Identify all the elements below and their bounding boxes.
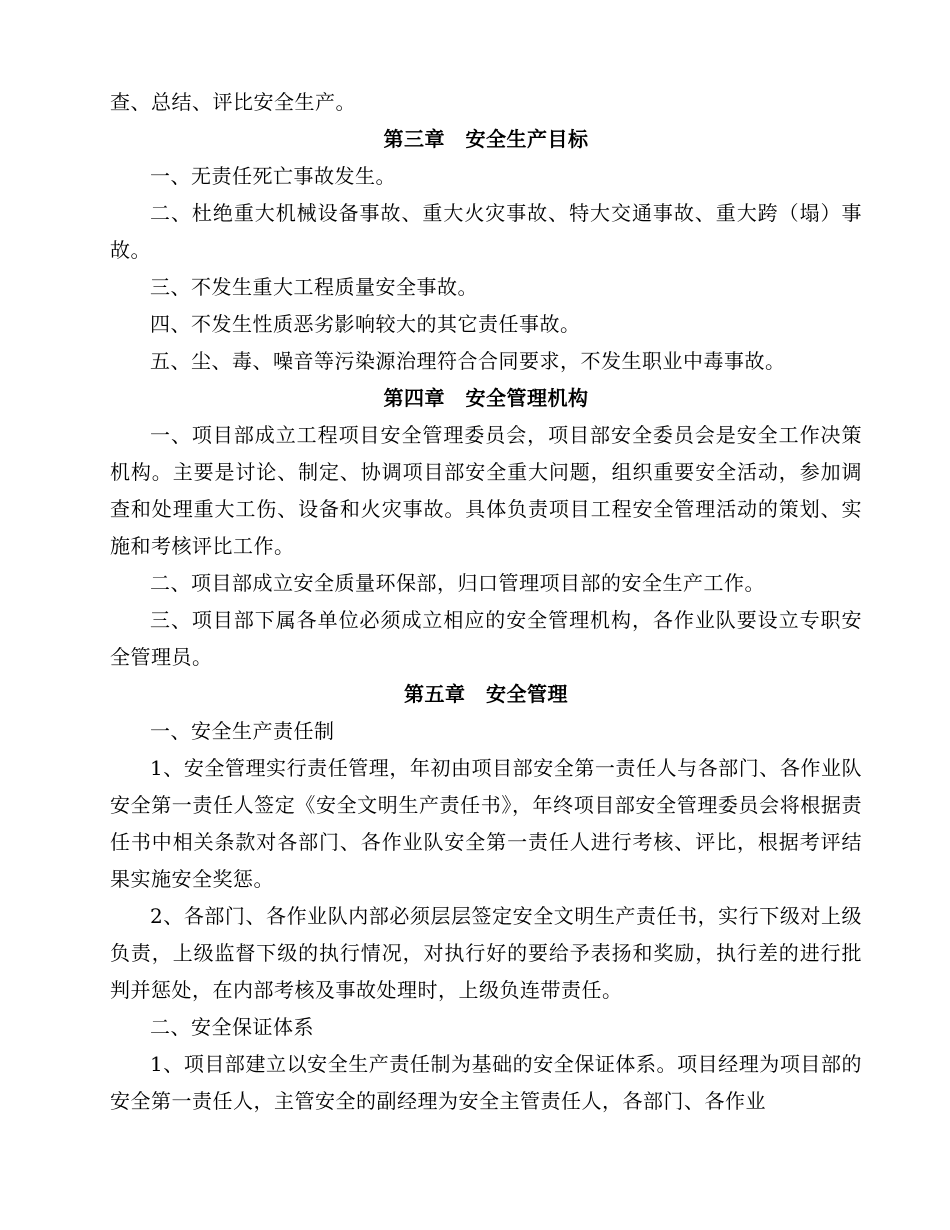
chapter-3-heading: 第三章 安全生产目标: [383, 127, 589, 151]
org-item-3: 三、项目部下属各单位必须成立相应的安全管理机构，各作业队要设立专职安全管理员。: [110, 608, 862, 669]
goal-item-5: 五、尘、毒、噪音等污染源治理符合合同要求，不发生职业中毒事故。: [150, 349, 786, 373]
goal-item-2: 二、杜绝重大机械设备事故、重大火灾事故、特大交通事故、重大跨（塌）事故。: [110, 201, 862, 262]
responsibility-item-2: 2、各部门、各作业队内部必须层层签定安全文明生产责任书，实行下级对上级负责，上级监督下级的执行情况，对执行好的要给予表扬和奖励，执行差的进行批判并惩处，在内部考核及事故处理时，上级负连带责任。: [110, 904, 862, 1002]
goal-item-4: 四、不发生性质恶劣影响较大的其它责任事故。: [150, 312, 581, 336]
responsibility-item-1: 1、安全管理实行责任管理，年初由项目部安全第一责任人与各部门、各作业队安全第一责任人签定《安全文明生产责任书》，年终项目部安全管理委员会将根据责任书中相关条款对各部门、各作业队安全第一责任人进行考核、评比，根据考评结果实施安全奖惩。: [110, 756, 862, 891]
assurance-item-1: 1、项目部建立以安全生产责任制为基础的安全保证体系。项目经理为项目部的安全第一责任人，主管安全的副经理为安全主管责任人，各部门、各作业: [110, 1052, 862, 1113]
document-body: [110, 84, 862, 1120]
paragraph-continuation: 查、总结、评比安全生产。: [110, 90, 356, 114]
section-heading-responsibility: 一、安全生产责任制: [150, 719, 335, 743]
goal-item-1: 一、无责任死亡事故发生。: [150, 164, 396, 188]
section-heading-assurance: 二、安全保证体系: [150, 1015, 314, 1039]
chapter-4-heading: 第四章 安全管理机构: [383, 386, 589, 410]
goal-item-3: 三、不发生重大工程质量安全事故。: [150, 275, 478, 299]
chapter-5-heading: 第五章 安全管理: [404, 682, 568, 706]
org-item-1: 一、项目部成立工程项目安全管理委员会，项目部安全委员会是安全工作决策机构。主要是讨论、制定、协调项目部安全重大问题，组织重要安全活动，参加调查和处理重大工伤、设备和火灾事故。具体负责项目工程安全管理活动的策划、实施和考核评比工作。: [110, 423, 862, 558]
org-item-2: 二、项目部成立安全质量环保部，归口管理项目部的安全生产工作。: [150, 571, 765, 595]
